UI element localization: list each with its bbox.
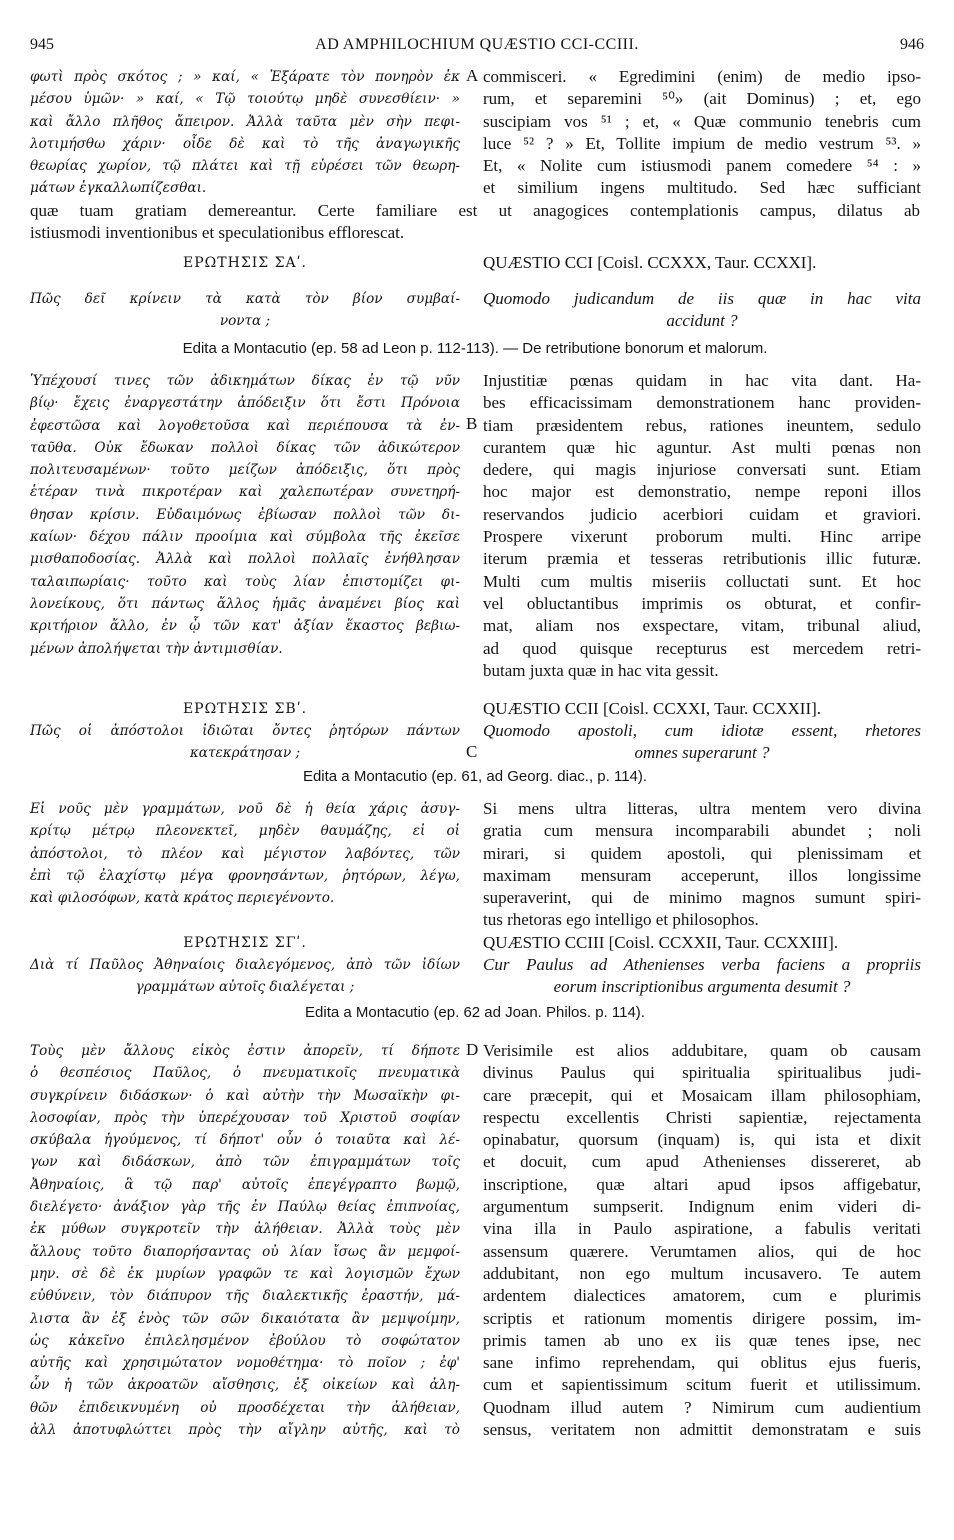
latin-line: dedere, qui magis injuriose conversati sunt. Etiam: [483, 460, 921, 480]
latin-line: divinus Paulus qui spiritualia spiritualibus judi-: [483, 1063, 921, 1083]
greek-line: μην. σὲ δὲ ἐκ μυρίων γραφῶν τε καὶ λογισμῶν ἔχων: [30, 1265, 460, 1282]
greek-line: κριτήριον ἄλλο, ἐν ᾧ τῶν κατ' ἀξίαν ἕκαστος βεβιω-: [30, 618, 460, 635]
greek-line: ἀπόστολοι, τὸ πλέον καὶ μέγιστον λαβόντες, τῶν: [30, 845, 460, 862]
greek-line: θησαν κρίσιν. Εὐδαιμόνως ἐβίωσαν πολλοὶ τῶν δι-: [30, 506, 460, 523]
greek-line: Τοὺς μὲν ἄλλους εἰκὸς ἐστιν ἀπορεῖν, τί δήποτε: [30, 1043, 460, 1059]
latin-line: vina illa in Paulo aspiratione, a fabulis veritati: [483, 1219, 921, 1239]
latin-question-line: accidunt ?: [666, 311, 738, 331]
full-line: quæ tuam gratiam demereantur. Certe familiare est ut anagogices contemplationis campus, dilatus ab: [30, 201, 920, 220]
greek-line: Ὑπέχουσί τινες τῶν ἀδικημάτων δίκας ἐν τῷ νῦν: [30, 373, 460, 389]
greek-question-201: [30, 288, 460, 333]
latin-line: suscipiam vos ⁵¹ ; et, « Quæ communio tenebris cum: [483, 111, 921, 131]
greek-line: Εἰ νοῦς μὲν γραμμάτων, νοῦ δὲ ἡ θεία χάρις ἀσυγ-: [30, 801, 460, 817]
margin-letter-d: D: [466, 1040, 479, 1059]
greek-line: μάτων ἐγκαλλωπίζεσθαι.: [30, 180, 207, 197]
greek-line: εὐθύνειν, τὸν διάπυρον τῆς διαλεκτικῆς ἐραστήν, μά-: [30, 1288, 460, 1305]
page-number-left: 945: [30, 36, 54, 53]
greek-question-203: [30, 954, 460, 999]
greek-line: θῶν ἐπιδεικνυμένη οὐ προσδέχεται τὴν ἀλήθειαν,: [30, 1399, 460, 1416]
greek-line: ἄλλους τοῦτο διαπορήσαντας οὐ λίαν ἴσως ἂν μεμφοί-: [30, 1243, 460, 1260]
greek-line: συγκρίνειν διδάσκων· ὁ καὶ αὐτὴν τὴν Μωσαϊκὴν φι-: [30, 1087, 460, 1104]
latin-question-line: Quomodo judicandum de iis quæ in hac vita: [483, 289, 921, 308]
latin-line: sane infimo reprehendam, qui oblitus ejus fueris,: [483, 1353, 921, 1373]
greek-line: λοτιμήσθω χάριν· οἶδε δὲ καὶ τὸ τῆς ἀναγωγικῆς: [30, 135, 460, 152]
greek-heading-201: ΕΡΩΤΗΣΙΣ ΣΑʹ.: [183, 255, 307, 271]
latin-body-203: [483, 1040, 921, 1441]
latin-line: mat, aliam nos exspectare, vitam, tribunal aliud,: [483, 616, 921, 636]
margin-letter-c: C: [466, 742, 478, 761]
edita-note-202: Edita a Montacutio (ep. 61, ad Georg. diac., p. 114).: [302, 768, 648, 785]
running-title: AD AMPHILOCHIUM QUÆSTIO CCI-CCIII.: [315, 36, 639, 53]
greek-line: καίων· δέχου πάλιν προοίμια καὶ σύμβολα τῆς ἐκεῖσε: [30, 529, 460, 546]
latin-line: commisceri. « Egredimini (enim) de medio ipso-: [483, 67, 921, 86]
greek-line: βίῳ· ἔχεις ἐναργεστάτην ἀπόδειξιν ὅτι ἔστι Πρόνοια: [30, 395, 460, 412]
latin-body-201: [483, 370, 921, 682]
greek-line: μέσου ὑμῶν· » καί, « Τῷ τοιούτῳ μηδὲ συνεσθίειν· »: [30, 91, 460, 108]
latin-line: et similium ingens multitudo. Sed hæc sufficiant: [483, 178, 921, 198]
greek-line: φωτὶ πρὸς σκότος ; » καί, « Ἐξάρατε τὸν πονηρὸν ἐκ: [30, 69, 460, 85]
greek-line: ὁ θεσπέσιος Παῦλος, ὁ πνευματικοῖς πνευματικὰ: [30, 1065, 460, 1082]
greek-line: Ἀθηναίοις, ἃ τῷ παρ' αὐτοῖς ἐπεγέγραπτο βωμῷ,: [30, 1176, 460, 1193]
latin-column-top: [483, 66, 921, 200]
greek-question-line: νοντα ;: [219, 313, 271, 330]
latin-line: maximam mensuram acceperunt, illos longissime: [483, 865, 921, 885]
latin-line: inscriptione, quæ altari apud ipsos affigebatur,: [483, 1174, 921, 1194]
latin-question-line: omnes superarunt ?: [634, 743, 770, 763]
greek-line: ἀλλ ἀποτυφλώττει πρὸς τὴν αἴγλην αὐτῆς, καὶ τὸ: [30, 1422, 460, 1439]
greek-line: καὶ φιλοσόφων, κατὰ κράτος περιεγένοντο.: [30, 890, 335, 907]
margin-letter-b: B: [466, 414, 478, 433]
greek-line: λιστα ἂν ἐξ ἑνὸς τῶν σῶν δικαιότατα ἂν μεμψοίμην,: [30, 1310, 460, 1327]
greek-body-201: [30, 370, 460, 660]
latin-heading-201: QUÆSTIO CCI [Coisl. CCXXX, Taur. CCXXI].: [483, 253, 817, 272]
running-header: [30, 36, 924, 60]
greek-line: ταλαιπωρίαις· τοῦτο καὶ τοὺς λίαν ἐπιστομίζει φι-: [30, 573, 460, 590]
latin-line: rum, et separemini ⁵⁰» (ait Dominus) ; et, ego: [483, 89, 921, 109]
greek-line: θεωρίας χωρίον, τῷ πλάτει καὶ τῇ εὑρέσει τῶν θεωρη-: [30, 158, 460, 175]
greek-heading-202: ΕΡΩΤΗΣΙΣ ΣΒʹ.: [182, 701, 308, 717]
latin-line: opinabatur, quorsum (inquam) is, qui ista et dixit: [483, 1130, 921, 1150]
latin-line: luce ⁵² ? » Et, Tollite impium de medio vestrum ⁵³. »: [483, 133, 921, 153]
greek-line: ὡς κἀκεῖνο ἐπιλελησμένον ἐβούλου τὸ σοφώτατον: [30, 1332, 460, 1349]
margin-letter-a: A: [466, 66, 479, 85]
latin-line: ardentem dialectices amatorem, cum e plurimis: [483, 1286, 921, 1306]
latin-line: addubitant, non ego multum incusavero. Te autem: [483, 1263, 921, 1283]
latin-line: Et, « Nolite cum istiusmodi panem comedere ⁵⁴ : »: [483, 156, 921, 176]
greek-line: ἐπὶ τῷ ἐλαχίστῳ μέγα φρονησάντων, ῥητόρων, λέγω,: [30, 867, 460, 884]
latin-line: respectu excellentis Christi sapientiæ, rejectamenta: [483, 1107, 921, 1127]
latin-question-line: Cur Paulus ad Athenienses verba faciens a propriis: [483, 955, 921, 974]
page-number-right: 946: [900, 36, 924, 53]
latin-line: Verisimile est alios addubitare, quam ob causam: [483, 1041, 921, 1060]
latin-line: argumentum sumpserit. Indignum enim videri di-: [483, 1197, 921, 1217]
greek-line: μισθαποδοσίας. Ἀλλὰ καὶ πολλοὶ πολλαῖς ἐνήθλησαν: [30, 551, 460, 568]
latin-line: superaverint, qui de minimo magnos sumunt spiri-: [483, 888, 921, 908]
greek-line: γων καὶ διδάσκων, ἀπὸ τῶν ἐπιγραμμάτων τοῖς: [30, 1154, 460, 1171]
greek-line: μένων ἀπολήψεται τὴν ἀντιμισθίαν.: [30, 640, 283, 657]
latin-line: cum et sapientissimum scitum fuerit et utilissimum.: [483, 1375, 921, 1395]
edita-note-201: Edita a Montacutio (ep. 58 ad Leon p. 112-113). — De retributione bonorum et malorum.: [182, 340, 768, 357]
greek-line: λονείκους, ὅτι πάντως ἄλλος ἡμᾶς ἀναμένει βίος καὶ: [30, 595, 460, 612]
greek-line: ταῦθα. Οὐκ ἔδωκαν πολλοὶ δίκας τῶν ἀδικώτερον: [30, 439, 460, 456]
latin-line: Si mens ultra litteras, ultra mentem vero divina: [483, 799, 921, 818]
latin-body-202: [483, 798, 921, 932]
greek-question-line: Πῶς δεῖ κρίνειν τὰ κατὰ τὸν βίον συμβαί-: [30, 291, 460, 307]
greek-body-202: [30, 798, 460, 909]
greek-line: διελέγετο· ἀνάξιον γὰρ τῆς ἐν Παύλῳ θείας ἐπιπνοίας,: [30, 1199, 460, 1216]
greek-line: καὶ ἄλλο πλῆθος ἄπειρον. Ἀλλὰ ταῦτα μὲν σὴν πεφι-: [30, 113, 460, 130]
latin-line: mirari, si quidem apostoli, qui plenissimam et: [483, 843, 921, 863]
latin-line: et docuit, cum apud Athenienses dissereret, ab: [483, 1152, 921, 1172]
latin-line: tus rhetoras ego intelligo et philosophos.: [483, 910, 759, 930]
greek-heading-203: ΕΡΩΤΗΣΙΣ ΣΓʹ.: [183, 935, 307, 951]
latin-line: ad quod quisque recepturus est mercedem retri-: [483, 638, 921, 658]
greek-line: αὐτῆς καὶ χρησιμώτατον νομοθέτημα· τὸ ποῖον ; ἐφ': [30, 1355, 460, 1372]
latin-line: Prospere vixerunt proborum multi. Hinc arripe: [483, 527, 921, 547]
latin-line: bes efficacissimam demonstrationem hanc providen-: [483, 393, 921, 413]
greek-line: ἐφεστῶσα καὶ λογοθετοῦσα καὶ περιέπουσα τὰ ἐν-: [30, 417, 460, 434]
latin-heading-203: QUÆSTIO CCIII [Coisl. CCXXII, Taur. CCXXIII].: [483, 933, 839, 952]
latin-line: butam juxta quæ in hac vita gessit.: [483, 660, 719, 680]
greek-question-line: κατεκράτησαν ;: [189, 745, 301, 762]
latin-line: tiam præsidentem rebus, rationes ineuntem, sedulo: [483, 415, 921, 435]
latin-line: gratia cum mensura incomparabili abundet ; noli: [483, 821, 921, 841]
greek-line: κρίτῳ μέτρῳ πλεονεκτεῖ, μηδὲν θαυμάζης, εἰ οἱ: [30, 823, 460, 840]
latin-line: hoc major est demonstratio, nempe reponi illos: [483, 482, 921, 502]
greek-question-line: Διὰ τί Παῦλος Ἀθηναίοις διαλεγόμενος, ἀπὸ τῶν ἰδίων: [30, 957, 460, 973]
greek-column-top: [30, 66, 460, 200]
greek-question-202: [30, 720, 460, 765]
greek-line: ἐκ μύθων συγκροτεῖν τὴν ἀλήθειαν. Ἀλλὰ τοὺς μὲν: [30, 1221, 460, 1238]
greek-line: ἑτέραν τινὰ πικροτέραν καὶ χαλεπωτέραν συνετηρή-: [30, 484, 460, 501]
greek-body-203: [30, 1040, 460, 1441]
latin-question-line: Quomodo apostoli, cum idiotæ essent, rhetores: [483, 721, 921, 740]
edita-note-203: Edita a Montacutio (ep. 62 ad Joan. Philos. p. 114).: [305, 1004, 645, 1021]
latin-line: assensum quærere. Verumtamen alios, qui de hoc: [483, 1241, 921, 1261]
latin-line: iterum præmia et tesseras retributionis illic futuræ.: [483, 549, 921, 569]
latin-question-203: [483, 954, 921, 999]
latin-line: Injustitiæ pœnas quidam in hac vita dant. Ha-: [483, 371, 921, 390]
greek-line: ὧν ἡ τῶν ἀκροατῶν αἴσθησις, ἐξ οἰκείων καὶ ἀλη-: [30, 1377, 460, 1394]
greek-line: σκύβαλα ἡγούμενος, τί δήποτ' οὖν ὁ τοιαῦτα καὶ λέ-: [30, 1132, 460, 1149]
greek-question-line: Πῶς οἱ ἀπόστολοι ἰδιῶται ὄντες ῥητόρων πάντων: [30, 723, 460, 739]
latin-line: vel obluctantibus imprimis os obturat, et confir-: [483, 593, 921, 613]
latin-question-202: [483, 720, 921, 765]
greek-question-line: γραμμάτων αὐτοῖς διαλέγεται ;: [135, 979, 355, 996]
greek-line: πολιτευσαμένων· τοῦτο μείζων ἀπόδειξις, ὅτι πρὸς: [30, 462, 460, 479]
full-line: istiusmodi inventionibus et speculationibus efflorescat.: [30, 223, 405, 243]
latin-line: primis tamen ab uno ex iis quæ tenes ipse, nec: [483, 1330, 921, 1350]
latin-line: scriptis et rationum momentis dirigere possim, im-: [483, 1308, 921, 1328]
latin-line: Quodnam illud autem ? Nimirum cum audientium: [483, 1397, 921, 1417]
latin-line: care præcepit, qui et Mosaicam illam philosophiam,: [483, 1085, 921, 1105]
latin-line: sensus, veritatem non admittit demonstratam e suis: [483, 1420, 921, 1440]
latin-line: reservandos judicio acerbiori cuidam et graviori.: [483, 504, 921, 524]
latin-question-201: [483, 288, 921, 333]
latin-line: curantem quæ hic aguntur. Ast multi pœnas non: [483, 437, 921, 457]
full-width-text: [30, 200, 920, 245]
latin-heading-202: QUÆSTIO CCII [Coisl. CCXXI, Taur. CCXXII].: [483, 699, 822, 718]
latin-line: Multi cum multis miseriis colluctati sunt. Et hoc: [483, 571, 921, 591]
latin-question-line: eorum inscriptionibus argumenta desumit ?: [553, 977, 851, 997]
greek-line: λοσοφίαν, πρὸς τὴν ὑπερέχουσαν τοῦ Χριστοῦ σοφίαν: [30, 1109, 460, 1126]
